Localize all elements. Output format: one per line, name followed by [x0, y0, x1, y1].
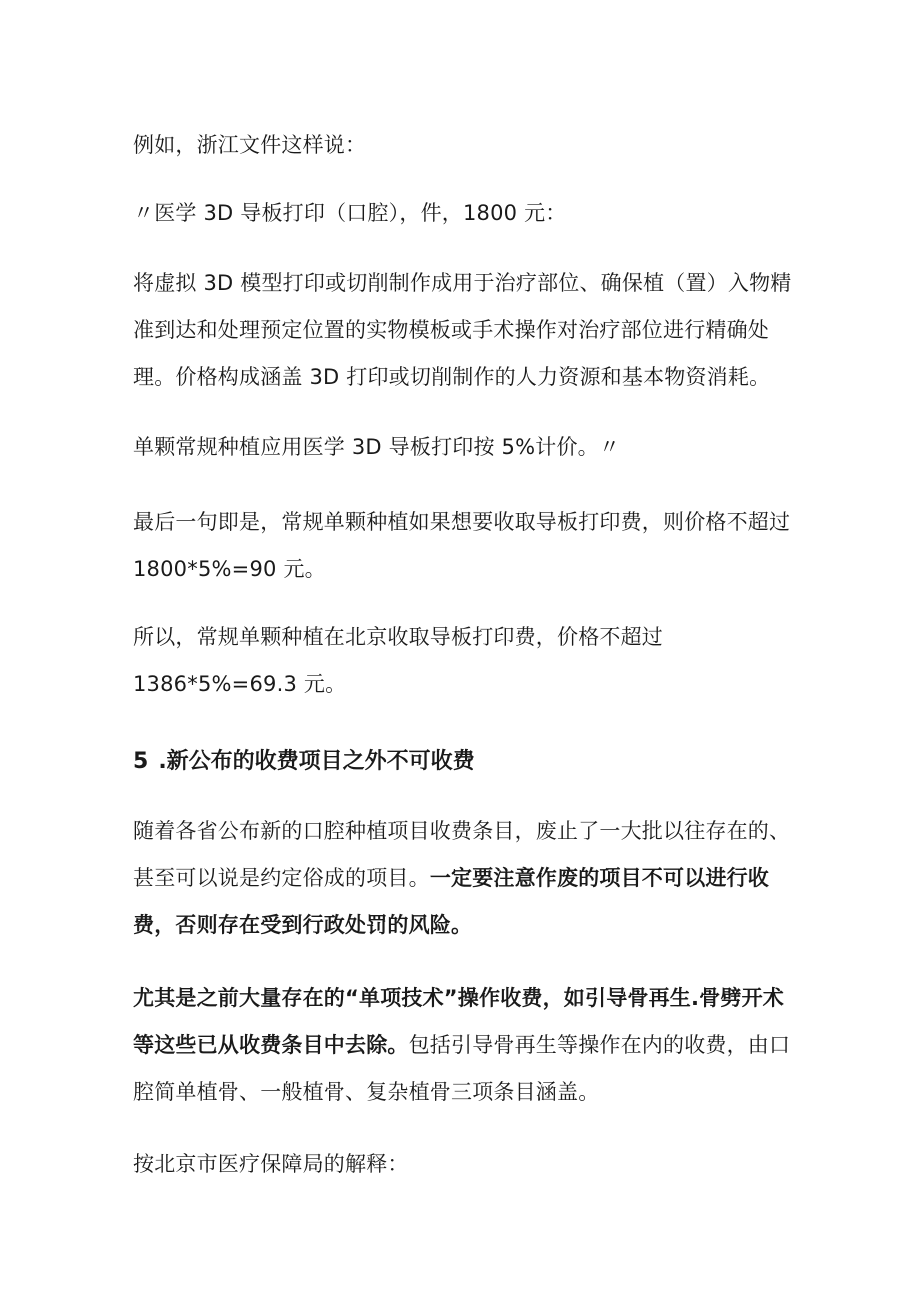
paragraph-abolished-warning: 一定要注意作废的项目不可以进行收费，否则存在受到行政处罚的风险。	[133, 866, 770, 937]
paragraph-quote-title-text: 〃医学 3D 导板打印（口腔），件，1800 元：	[133, 201, 567, 225]
paragraph-pricing-rule	[133, 424, 793, 471]
section-number: 5	[133, 749, 149, 774]
section-title: .新公布的收费项目之外不可收费	[158, 749, 475, 774]
paragraph-abolished-text: 随着各省公布新的口腔种植项目收费条目，废止了一大批以往存在的、甚至可以说是约定俗成的项目。	[133, 819, 791, 890]
paragraph-explanation-text: 最后一句即是，常规单颗种植如果想要收取导板打印费，则价格不超过 1800*5%=90 元。	[133, 510, 791, 581]
section-heading	[133, 738, 475, 785]
paragraph-explanation	[133, 499, 793, 593]
paragraph-definition-text: 将虚拟 3D 模型打印或切削制作成用于治疗部位、确保植（置）入物精准到达和处理预定位置的实物模板或手术操作对治疗部位进行精确处理。价格构成涵盖 3D 打印或切削制作的人力资源和基本物资消耗。	[133, 271, 792, 389]
paragraph-intro	[133, 122, 793, 169]
paragraph-beijing-text: 所以，常规单颗种植在北京收取导板打印费，价格不超过 1386*5%=69.3 元。	[133, 625, 663, 696]
paragraph-single-tech	[133, 975, 793, 1116]
paragraph-single-tech-text: 包括引导骨再生等操作在内的收费，由口腔简单植骨、一般植骨、复杂植骨三项条目涵盖。	[133, 1033, 791, 1104]
paragraph-single-tech-bold: 尤其是之前大量存在的“单项技术”操作收费，如引导骨再生.骨劈开术等这些已从收费条目中去除。	[133, 986, 784, 1057]
paragraph-intro-text: 例如，浙江文件这样说：	[133, 133, 367, 157]
paragraph-quote-title	[133, 190, 793, 237]
paragraph-definition	[133, 260, 793, 401]
paragraph-beijing-bureau-text: 按北京市医疗保障局的解释：	[133, 1152, 409, 1176]
paragraph-pricing-rule-text: 单颗常规种植应用医学 3D 导板打印按 5%计价。〃	[133, 435, 621, 459]
paragraph-beijing-bureau	[133, 1141, 793, 1188]
paragraph-beijing	[133, 614, 793, 708]
paragraph-abolished	[133, 808, 793, 949]
